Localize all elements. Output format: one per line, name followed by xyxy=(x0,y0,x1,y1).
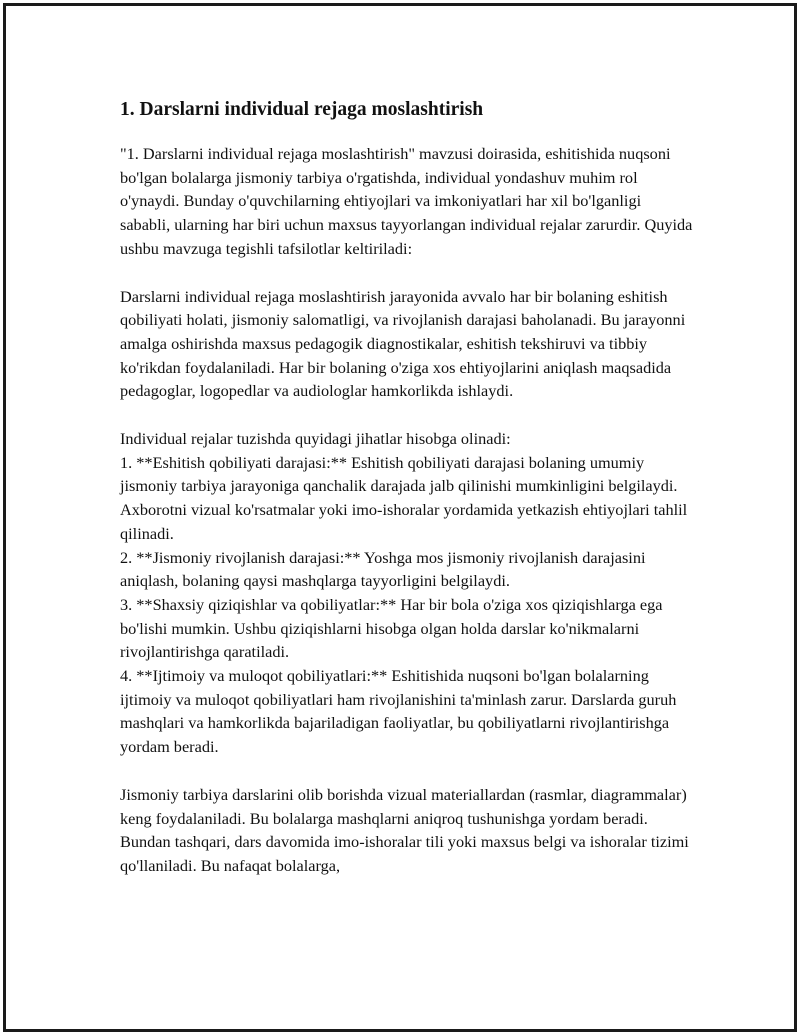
paragraph-closing: Jismoniy tarbiya darslarini olib borishda vizual materiallardan (rasmlar, diagrammalar) keng foydalaniladi. Bu bolalarga mashqlarni aniqroq tushunishga yordam beradi. Bundan tashqari, dars davomida imo-ishoralar tili yoki maxsus belgi va ishoralar tizimi qo'llaniladi. Bu nafaqat bolalarga, xyxy=(120,784,689,875)
section-heading: 1. Darslarni individual rejaga moslashtirish xyxy=(120,99,484,120)
paragraph-intro: "1. Darslarni individual rejaga moslashtirish" mavzusi doirasida, eshitishida nuqsoni bo'lgan bolalarga jismoniy tarbiya o'rgatishda, individual yondashuv muhim rol o'ynaydi. Bunday o'quvchilarning ehtiyojlari va imkoniyatlari har xil bo'lganligi sababli, ularning har biri uchun maxsus tayyorlangan individual rejalar zarurdir. Quyida ushbu mavzuga tegishli tafsilotlar keltiriladi: xyxy=(120,144,693,258)
criteria-list xyxy=(120,427,695,759)
document-page xyxy=(3,3,797,1032)
paragraph-assessment: Darslarni individual rejaga moslashtirish jarayonida avvalo har bir bolaning eshitish qobiliyati holati, jismoniy salomatligi, va rivojlanish darajasi baholanadi. Bu jarayonni amalga oshirishda maxsus pedagogik diagnostikalar, eshitish tekshiruvi va tibbiy ko'rikdan foydalaniladi. Har bir bolaning o'ziga xos ehtiyojlarini aniqlash maqsadida pedagoglar, logopedlar va audiologlar hamkorlikda ishlaydi. xyxy=(120,286,686,401)
list-item: 4. **Ijtimoiy va muloqot qobiliyatlari:** Eshitishida nuqsoni bo'lgan bolalarning ijtimoiy va muloqot qobiliyatlari ham rivojlanishini ta'minlash zarur. Darslarda guruh mashqlari va hamkorlikda bajariladigan faoliyatlar, bu qobiliyatlarni rivojlantirishga yordam beradi. xyxy=(120,666,677,757)
list-item: 3. **Shaxsiy qiziqishlar va qobiliyatlar:** Har bir bola o'ziga xos qiziqishlarga ega bo'lishi mumkin. Ushbu qiziqishlarni hisobga olgan holda darslar ko'nikmalarni rivojlantirishga qaratiladi. xyxy=(120,594,663,662)
list-item: 1. **Eshitish qobiliyati darajasi:** Eshitish qobiliyati darajasi bolaning umumiy jismoniy tarbiya jarayoniga qanchalik darajada jalb qilinishi mumkinligini belgilaydi. Axborotni vizual ko'rsatmalar yoki imo-ishoralar yordamida yetkazish ehtiyojlari tahlil qilinadi. xyxy=(120,452,688,543)
list-intro: Individual rejalar tuzishda quyidagi jihatlar hisobga olinadi: xyxy=(120,429,511,449)
document-body xyxy=(120,98,695,902)
list-item: 2. **Jismoniy rivojlanish darajasi:** Yoshga mos jismoniy rivojlanish darajasini aniqlash, bolaning qaysi mashqlarga tayyorligini belgilaydi. xyxy=(120,547,646,591)
